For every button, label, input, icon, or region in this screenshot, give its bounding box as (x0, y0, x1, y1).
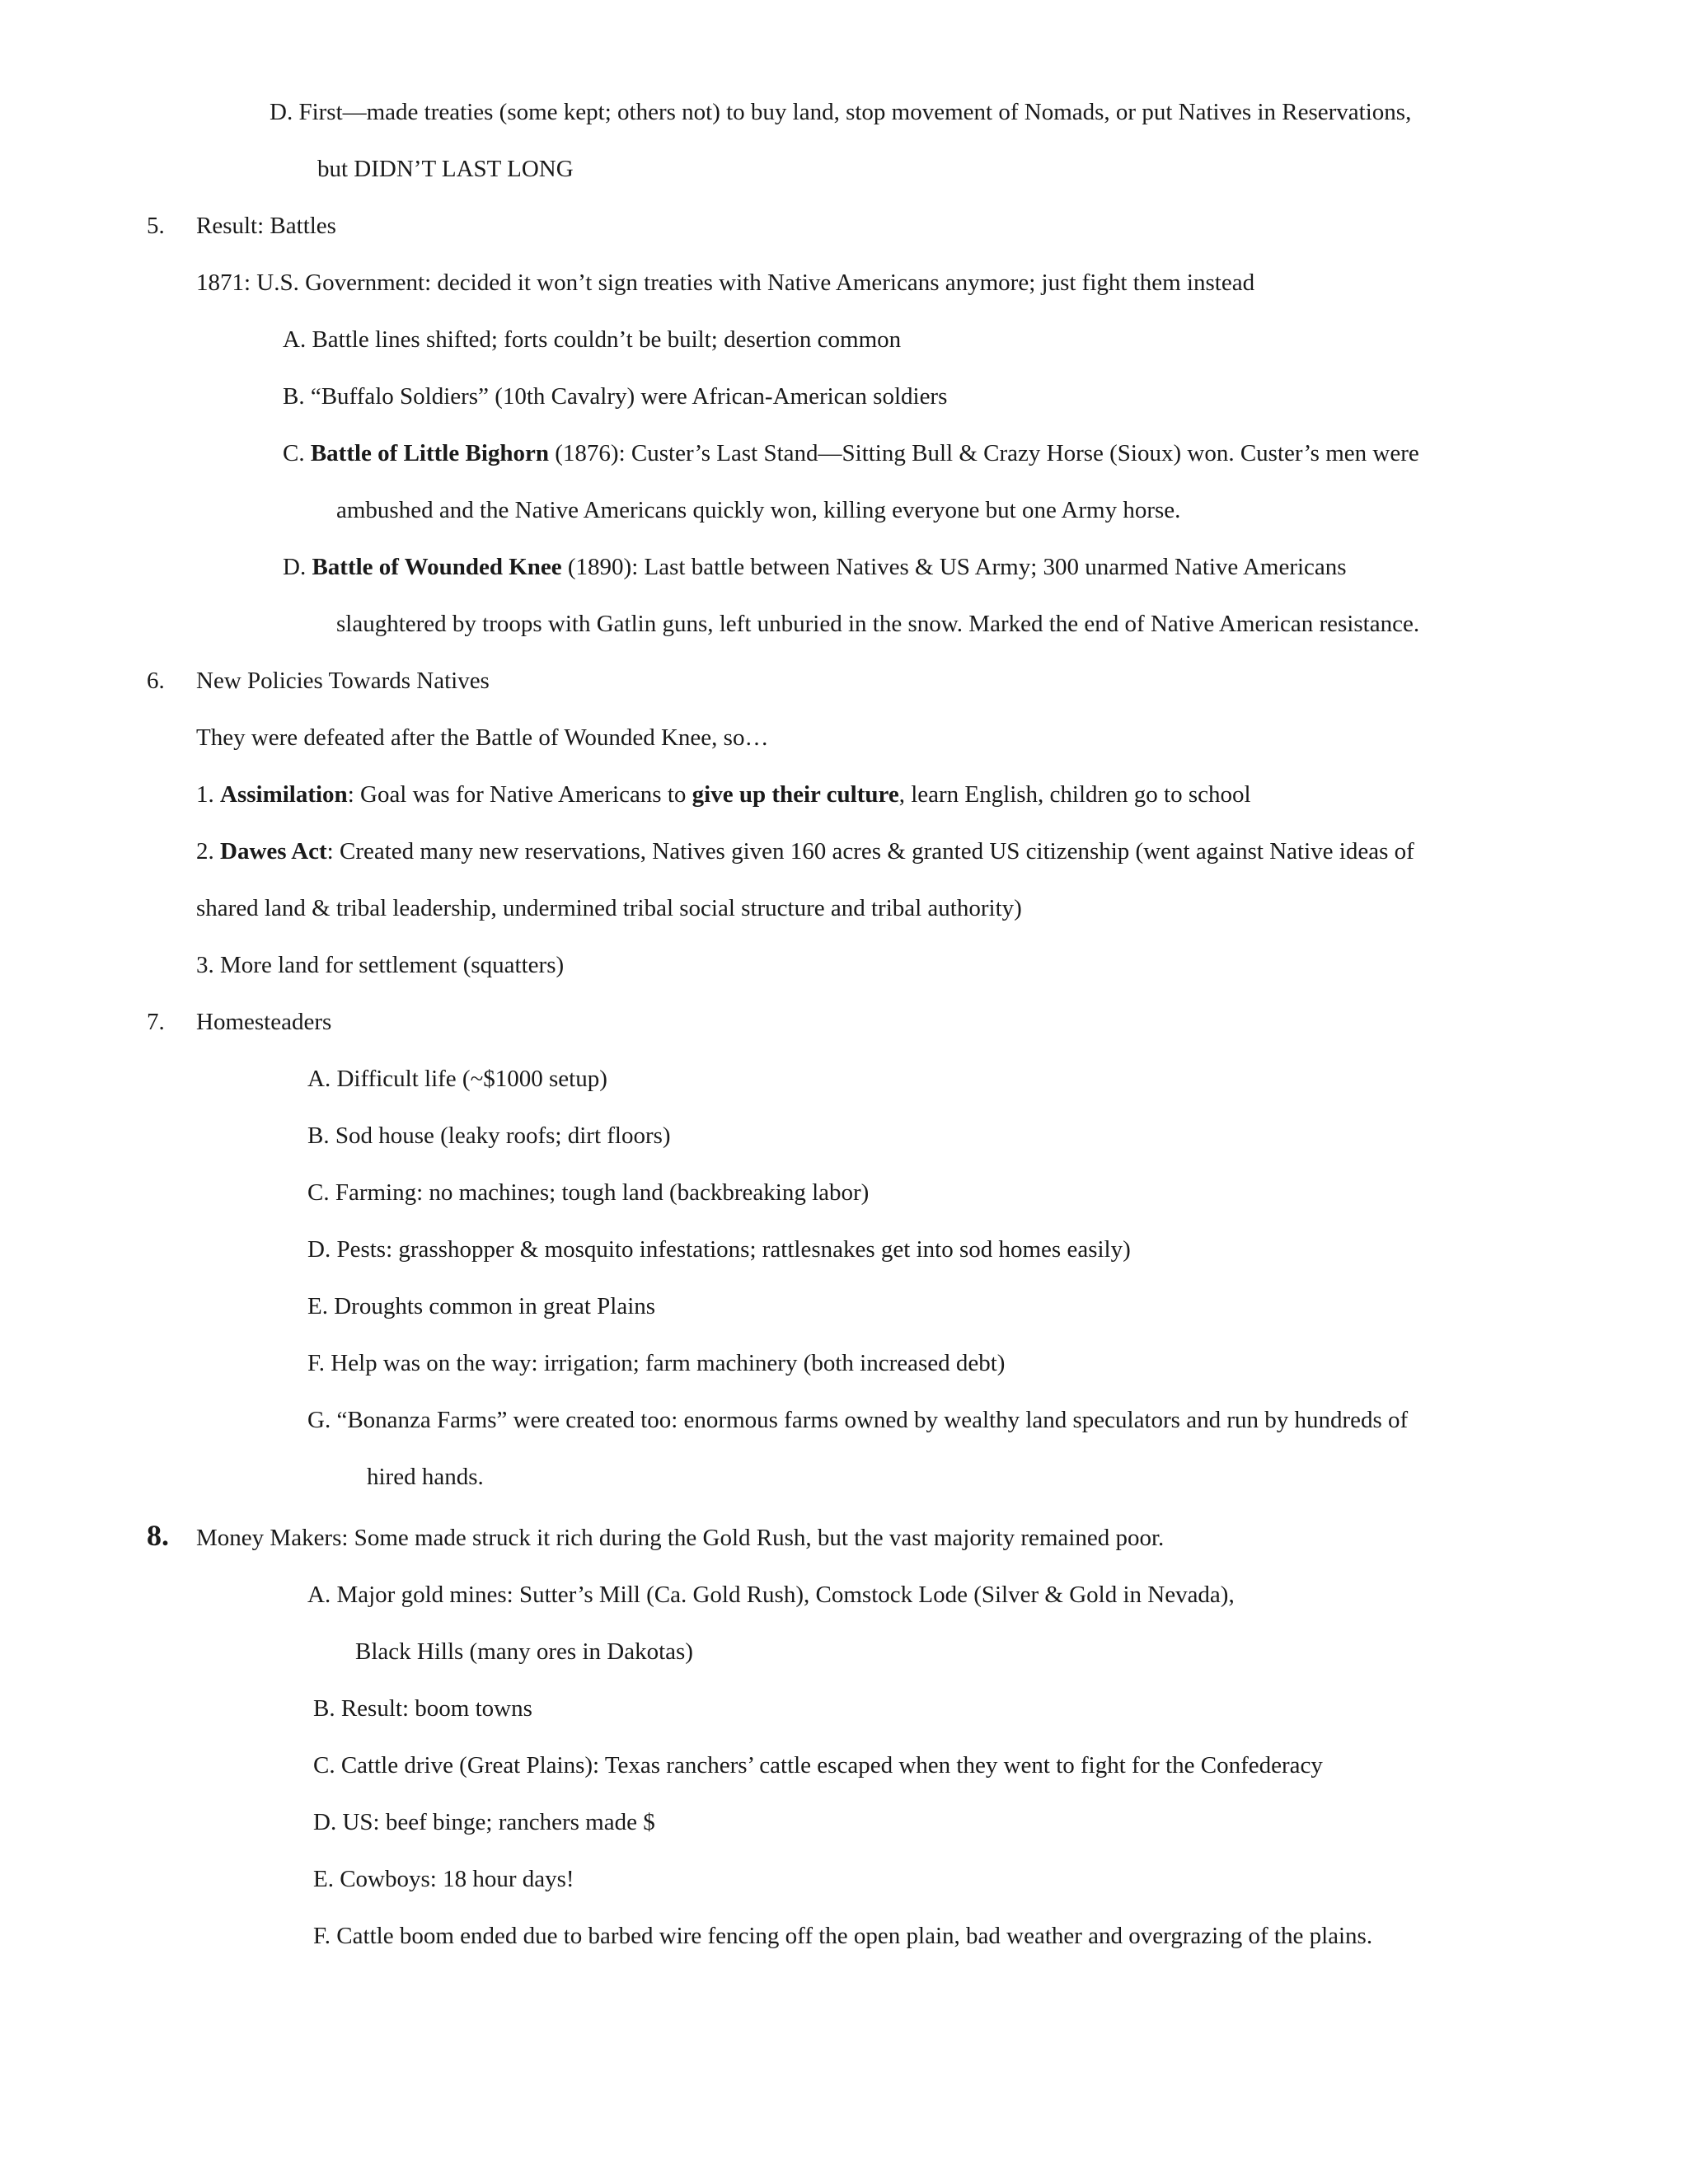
s7-item-a: A. Difficult life (~$1000 setup) (307, 1066, 607, 1092)
s6-number: 6. (147, 668, 165, 694)
s8-item-f: F. Cattle boom ended due to barbed wire fencing off the open plain, bad weather and overgrazing of the plains. (313, 1923, 1373, 1949)
s6-point-1-bold2: give up their culture (692, 781, 899, 808)
s5-title: Result: Battles (196, 213, 336, 239)
s6-point-1-bold: Assimilation (220, 781, 348, 808)
s8-item-a-line2: Black Hills (many ores in Dakotas) (355, 1638, 693, 1665)
s7-item-d: D. Pests: grasshopper & mosquito infestations; rattlesnakes get into sod homes easily) (307, 1236, 1131, 1263)
s7-title: Homesteaders (196, 1009, 332, 1035)
s7-item-g-line2: hired hands. (367, 1464, 484, 1490)
s8-item-e: E. Cowboys: 18 hour days! (313, 1866, 574, 1892)
s7-item-f: F. Help was on the way: irrigation; farm machinery (both increased debt) (307, 1350, 1006, 1376)
s7-number: 7. (147, 1009, 165, 1035)
s8-item-b: B. Result: boom towns (313, 1695, 532, 1722)
s5-item-d-bold: Battle of Wounded Knee (312, 554, 562, 580)
s5-item-a: A. Battle lines shifted; forts couldn’t be built; desertion common (283, 326, 902, 353)
s5-item-c-line2: ambushed and the Native Americans quickly won, killing everyone but one Army horse. (336, 497, 1181, 523)
s7-item-g-line1: G. “Bonanza Farms” were created too: enormous farms owned by wealthy land speculators and run by hundreds of (307, 1407, 1409, 1433)
s6-point-3: 3. More land for settlement (squatters) (196, 952, 565, 978)
s6-point-1-rest: , learn English, children go to school (898, 781, 1251, 808)
s8-item-d: D. US: beef binge; ranchers made $ (313, 1809, 655, 1835)
s6-point-2-bold: Dawes Act (220, 838, 327, 865)
s8-item-c: C. Cattle drive (Great Plains): Texas ranchers’ cattle escaped when they went to fight for the Confederacy (313, 1752, 1323, 1779)
s5-item-c-rest: (1876): Custer’s Last Stand—Sitting Bull & Crazy Horse (Sioux) won. Custer’s men were (549, 440, 1419, 466)
s5-item-c-prefix: C. (283, 440, 311, 466)
s4-item-d-line1: D. First—made treaties (some kept; others not) to buy land, stop movement of Nomads, or put Natives in Reservations, (270, 99, 1412, 125)
s6-point-2-line1 (196, 840, 1414, 864)
s6-intro: They were defeated after the Battle of Wounded Knee, so… (196, 724, 769, 751)
s5-intro: 1871: U.S. Government: decided it won’t sign treaties with Native Americans anymore; just fight them instead (196, 269, 1255, 296)
s5-item-d-rest: (1890): Last battle between Natives & US Army; 300 unarmed Native Americans (561, 554, 1347, 580)
s8-title: Money Makers: Some made struck it rich during the Gold Rush, but the vast majority remained poor. (196, 1525, 1165, 1551)
s5-item-d-line2: slaughtered by troops with Gatlin guns, left unburied in the snow. Marked the end of Native American resistance. (336, 611, 1420, 637)
s7-item-b: B. Sod house (leaky roofs; dirt floors) (307, 1122, 671, 1149)
s6-point-2-rest: : Created many new reservations, Natives given 160 acres & granted US citizenship (went against Native ideas of (326, 838, 1414, 865)
s6-point-2-line2: shared land & tribal leadership, undermined tribal social structure and tribal authority) (196, 895, 1022, 921)
s8-item-a-line1: A. Major gold mines: Sutter’s Mill (Ca. Gold Rush), Comstock Lode (Silver & Gold in Nevada), (307, 1582, 1235, 1608)
s7-item-c: C. Farming: no machines; tough land (backbreaking labor) (307, 1179, 870, 1206)
s6-point-1 (196, 783, 1251, 807)
s5-item-c-line1 (283, 442, 1419, 466)
s7-item-e: E. Droughts common in great Plains (307, 1293, 656, 1319)
s5-item-d-line1 (283, 555, 1347, 579)
s6-point-2-prefix: 2. (196, 838, 220, 865)
s8-number: 8. (147, 1519, 169, 1552)
s6-title: New Policies Towards Natives (196, 668, 490, 694)
s5-item-d-prefix: D. (283, 554, 312, 580)
s5-item-c-bold: Battle of Little Bighorn (310, 440, 550, 466)
s6-point-1-mid: : Goal was for Native Americans to (347, 781, 692, 808)
s6-point-1-prefix: 1. (196, 781, 220, 808)
s4-item-d-line2: but DIDN’T LAST LONG (317, 156, 574, 182)
s5-number: 5. (147, 213, 165, 239)
s5-item-b: B. “Buffalo Soldiers” (10th Cavalry) were African-American soldiers (283, 383, 948, 410)
